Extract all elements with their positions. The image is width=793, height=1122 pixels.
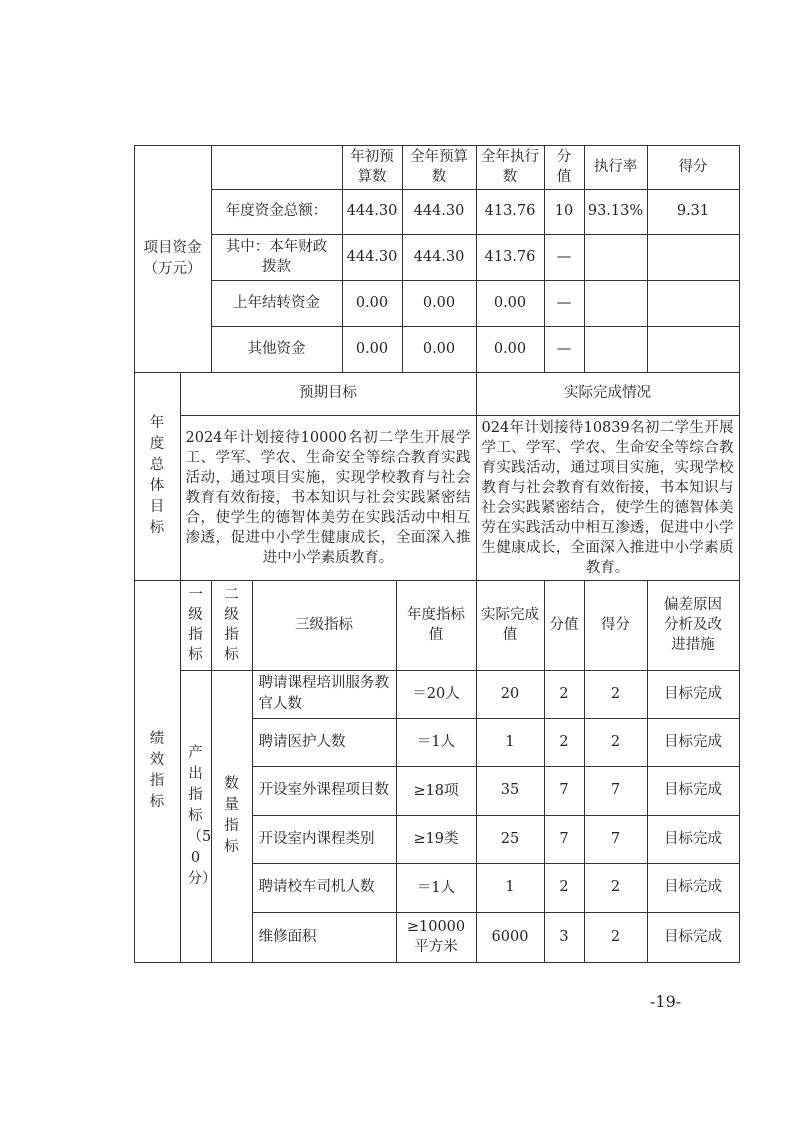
- funds-cell-weight: [544, 280, 585, 327]
- performance-header-text: 偏差原因分析及改进措施: [664, 597, 722, 653]
- indicator-note: [647, 863, 740, 913]
- indicator-note-text: 目标完成: [664, 782, 722, 798]
- indicator-actual: [476, 766, 545, 816]
- indicator-weight: [544, 670, 585, 719]
- goals-label-cell: [134, 372, 181, 581]
- indicator-name: [252, 863, 397, 913]
- indicator-note-text: 目标完成: [664, 830, 722, 847]
- funds-row-label: [211, 234, 343, 281]
- indicator-target: [396, 912, 477, 963]
- funds-row-label-text: 年度资金总额：: [225, 203, 328, 219]
- funds-cell-weight-text: —: [556, 340, 572, 357]
- funds-cell-initial: [342, 189, 403, 235]
- indicator-target: [396, 863, 477, 913]
- indicator-score: [584, 766, 648, 816]
- performance-header-text: 二级指标: [224, 587, 239, 663]
- indicator-target: [396, 815, 477, 864]
- performance-header-text: 实际完成值: [481, 607, 539, 643]
- goals-label: 年度总体目标: [149, 415, 165, 536]
- performance-header: [544, 580, 585, 671]
- indicator-weight-text: 2: [559, 733, 569, 750]
- funds-cell-executed-text: 0.00: [493, 294, 527, 311]
- funds-cell-annual-text: 444.30: [413, 203, 465, 219]
- indicator-note-text: 目标完成: [664, 879, 722, 895]
- expected-goal: [180, 415, 477, 581]
- funds-row-label-text: 其他资金: [247, 340, 306, 357]
- performance-label: 绩效指标: [149, 731, 165, 810]
- indicator-target-text: ＝20人: [412, 686, 460, 702]
- funds-header-text: 全年预算数: [410, 149, 468, 185]
- funds-label: 项目资金（万元）: [143, 239, 202, 277]
- funds-header: [476, 145, 545, 190]
- funds-cell-executed-text: 413.76: [484, 248, 536, 265]
- performance-header-text: 三级指标: [295, 617, 353, 633]
- funds-label-cell: [134, 145, 212, 373]
- funds-cell-executed: [476, 189, 545, 235]
- indicator-weight-text: 2: [559, 879, 569, 895]
- indicator-actual-text: 20: [500, 685, 520, 702]
- performance-header: [211, 580, 253, 671]
- funds-cell-weight: [544, 234, 585, 281]
- funds-cell-initial: [342, 234, 403, 281]
- indicator-score: [584, 718, 648, 767]
- funds-cell-score: [647, 234, 740, 281]
- indicator-name: [252, 718, 397, 767]
- funds-cell-annual-text: 444.30: [413, 248, 465, 265]
- indicator-score-text: 7: [610, 830, 621, 847]
- indicator-name-text: 聘请校车司机人数: [258, 879, 375, 895]
- funds-cell-score-text: 9.31: [676, 203, 710, 219]
- indicator-score-text: 2: [610, 685, 621, 702]
- funds-header-text: 得分: [678, 159, 708, 175]
- funds-cell-score: [647, 326, 740, 373]
- indicator-score: [584, 815, 648, 864]
- funds-cell-annual: [402, 189, 477, 235]
- performance-header: [647, 580, 740, 671]
- indicator-name: [252, 670, 397, 719]
- funds-cell-initial-text: 444.30: [346, 248, 398, 265]
- funds-row-label-text: 上年结转资金: [233, 294, 320, 311]
- performance-header-text: 一级指标: [188, 587, 203, 663]
- funds-cell-rate: [584, 189, 648, 235]
- level1-label: 产出指标（50分）: [187, 744, 217, 887]
- performance-header-text: 得分: [601, 617, 630, 633]
- funds-cell-annual-text: 0.00: [422, 340, 456, 357]
- indicator-note: [647, 912, 740, 963]
- funds-cell-weight: [544, 326, 585, 373]
- indicator-name: [252, 815, 397, 864]
- funds-cell-executed: [476, 326, 545, 373]
- indicator-score-text: 2: [610, 733, 621, 750]
- funds-cell-annual: [402, 280, 477, 327]
- funds-cell-initial: [342, 280, 403, 327]
- actual-header: [476, 372, 740, 416]
- funds-row-label: [211, 326, 343, 373]
- indicator-actual: [476, 863, 545, 913]
- indicator-target: [396, 718, 477, 767]
- funds-header-text: 全年执行数: [481, 149, 539, 185]
- funds-cell-weight-text: 10: [554, 203, 574, 219]
- funds-header: [647, 145, 740, 190]
- actual-result-text: 024年计划接待10839名初二学生开展学工、学军、学农、生命安全等综合教育实践活动，通过项目实施，实现学校教育与社会教育有效衔接，书本知识与社会实践紧密结合，使学生的德智体美劳在实践活动中相互渗透，促进中小学生健康成长，全面深入推进中小学素质教育。: [481, 419, 734, 576]
- indicator-weight: [544, 912, 585, 963]
- performance-header: [252, 580, 397, 671]
- funds-cell-weight: [544, 189, 585, 235]
- indicator-weight: [544, 718, 585, 767]
- indicator-target-text: ＝1人: [416, 879, 456, 896]
- indicator-target-text: ＝1人: [416, 734, 456, 750]
- funds-header: [544, 145, 585, 190]
- indicator-name-text: 开设室外课程项目数: [258, 782, 389, 798]
- indicator-weight: [544, 766, 585, 816]
- funds-cell-rate: [584, 326, 648, 373]
- funds-row-label: [211, 280, 343, 327]
- indicator-name: [252, 912, 397, 963]
- funds-cell-rate: [584, 280, 648, 327]
- indicator-weight-text: 3: [559, 928, 569, 945]
- performance-header: [476, 580, 545, 671]
- indicator-name-text: 聘请医护人数: [258, 733, 346, 750]
- expected-header: [180, 372, 477, 416]
- indicator-name-text: 开设室内课程类别: [258, 830, 375, 847]
- indicator-actual: [476, 912, 545, 963]
- actual-header-text: 实际完成情况: [564, 385, 651, 401]
- indicator-actual-text: 35: [500, 782, 520, 798]
- expected-header-text: 预期目标: [299, 385, 357, 401]
- indicator-name-text: 聘请课程培训服务教官人数: [258, 675, 389, 712]
- funds-cell-executed-text: 0.00: [493, 340, 527, 357]
- page-number: -19-: [650, 992, 682, 1011]
- performance-header-text: 分值: [549, 617, 579, 633]
- indicator-actual-text: 1: [505, 733, 515, 750]
- funds-cell-initial-text: 0.00: [355, 294, 389, 311]
- indicator-score-text: 7: [610, 782, 621, 798]
- indicator-note: [647, 670, 740, 719]
- indicator-target-text: ≥19类: [413, 831, 459, 847]
- funds-cell-executed: [476, 280, 545, 327]
- indicator-note-text: 目标完成: [664, 928, 722, 945]
- indicator-actual: [476, 718, 545, 767]
- level2-label: 数量指标: [224, 776, 239, 855]
- indicator-score: [584, 912, 648, 963]
- funds-cell-initial-text: 444.30: [346, 203, 398, 219]
- funds-cell-weight-text: —: [556, 294, 572, 311]
- indicator-actual: [476, 815, 545, 864]
- funds-cell-score: [647, 280, 740, 327]
- funds-header: [342, 145, 403, 190]
- funds-cell-executed: [476, 234, 545, 281]
- indicator-note: [647, 815, 740, 864]
- performance-header: [180, 580, 212, 671]
- funds-cell-annual-text: 0.00: [422, 294, 456, 311]
- indicator-score: [584, 863, 648, 913]
- indicator-actual: [476, 670, 545, 719]
- level2-cell: [211, 670, 253, 963]
- indicator-note-text: 目标完成: [664, 685, 722, 702]
- level1-cell: [180, 670, 217, 963]
- funds-cell-score: [647, 189, 740, 235]
- funds-cell-annual: [402, 326, 477, 373]
- indicator-target: [396, 670, 477, 719]
- indicator-weight-text: 7: [559, 830, 569, 847]
- funds-cell-rate-text: 93.13%: [587, 203, 644, 219]
- indicator-actual-text: 25: [500, 830, 520, 847]
- indicator-target: [396, 766, 477, 816]
- funds-cell-executed-text: 413.76: [484, 203, 536, 219]
- indicator-weight: [544, 863, 585, 913]
- indicator-score: [584, 670, 648, 719]
- indicator-note-text: 目标完成: [664, 733, 722, 750]
- indicator-actual-text: 6000: [491, 928, 529, 945]
- funds-header-text: 分值: [556, 149, 572, 185]
- actual-result: [476, 415, 740, 581]
- indicator-weight-text: 2: [559, 685, 569, 702]
- indicator-target-text: ≥10000平方米: [406, 919, 466, 955]
- indicator-name: [252, 766, 397, 816]
- funds-cell-initial: [342, 326, 403, 373]
- performance-header: [396, 580, 477, 671]
- indicator-weight-text: 7: [559, 782, 569, 798]
- funds-cell-rate: [584, 234, 648, 281]
- funds-row-label: [211, 189, 343, 235]
- indicator-score-text: 2: [610, 879, 621, 895]
- indicator-name-text: 维修面积: [258, 928, 317, 945]
- funds-header-blank: [211, 145, 343, 190]
- indicator-score-text: 2: [610, 928, 621, 945]
- indicator-note: [647, 766, 740, 816]
- expected-goal-text: 2024年计划接待10000名初二学生开展学工、学军、学农、生命安全等综合教育实践活动，通过项目实施，实现学校教育与社会教育有效衔接，书本知识与社会实践紧密结合，使学生的德智体美劳在实践活动中相互渗透，促进中小学生健康成长，全面深入推进中小学素质教育。: [185, 429, 471, 566]
- indicator-actual-text: 1: [505, 879, 515, 895]
- funds-cell-initial-text: 0.00: [355, 340, 389, 357]
- funds-header-text: 执行率: [593, 159, 638, 175]
- indicator-weight: [544, 815, 585, 864]
- funds-header-text: 年初预算数: [350, 149, 394, 185]
- funds-cell-weight-text: —: [556, 248, 572, 265]
- performance-header-text: 年度指标值: [407, 607, 465, 643]
- funds-row-label-text: 其中：本年财政拨款: [225, 239, 328, 275]
- funds-header: [402, 145, 477, 190]
- funds-header: [584, 145, 648, 190]
- indicator-target-text: ≥18项: [413, 782, 459, 799]
- performance-header: [584, 580, 648, 671]
- indicator-note: [647, 718, 740, 767]
- funds-cell-annual: [402, 234, 477, 281]
- performance-label-cell: [134, 580, 181, 963]
